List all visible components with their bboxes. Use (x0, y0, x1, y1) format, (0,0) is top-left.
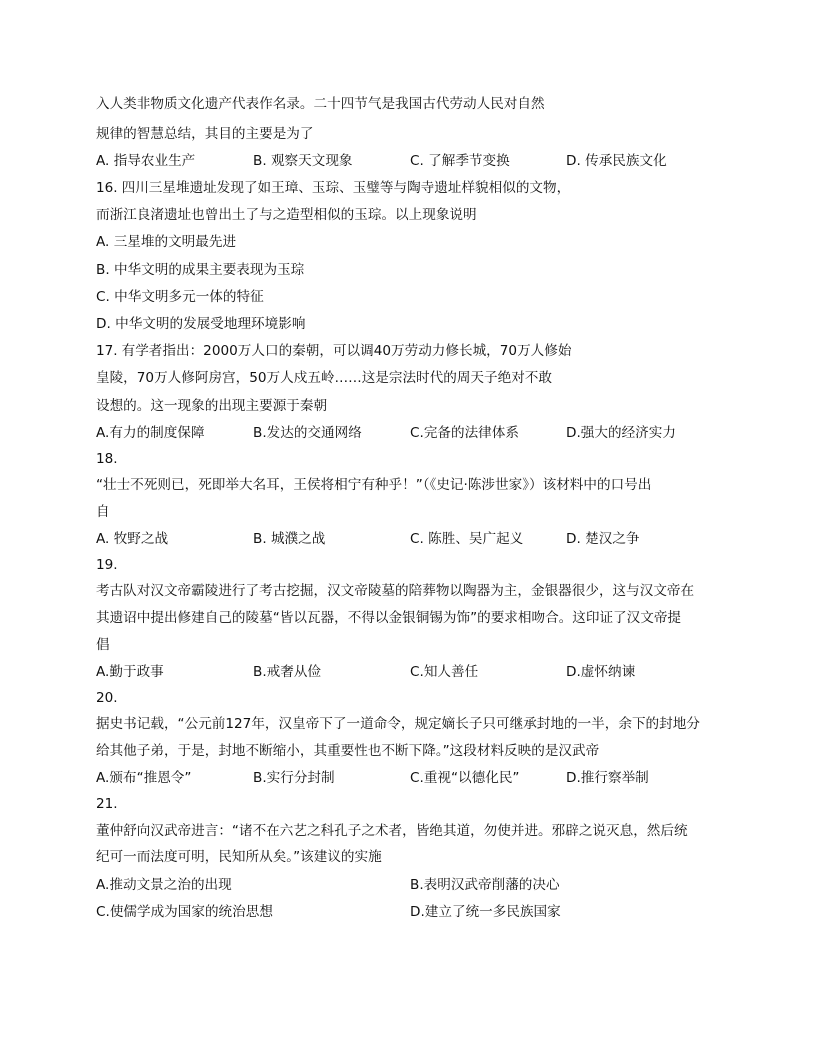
q20-stem-line: 给其他子弟，于是，封地不断缩小，其重要性也不断下降。”这段材料反映的是汉武帝 (96, 743, 600, 759)
q19-stem-line: 其遗诏中提出修建自己的陵墓“皆以瓦器，不得以金银铜锡为饰”的要求相吻合。这印证了汉文帝提 (96, 610, 682, 626)
q21-number: 21. (96, 796, 118, 812)
q17-stem-line (96, 342, 571, 360)
q16-stem-line: 而浙江良渚遗址也曾出土了与之造型相似的玉琮。以上现象说明 (96, 207, 477, 223)
q17-stem-line: 皇陵，70万人修阿房宫，50万人戍五岭……这是宗法时代的周天子绝对不敢 (96, 370, 552, 386)
q16-option-d: D. 中华文明的发展受地理环境影响 (96, 316, 306, 332)
q21-options-row-1 (0, 876, 816, 894)
q17-option-b: B.发达的交通网络 (253, 425, 362, 441)
q16-option-a: A. 三星堆的文明最先进 (96, 234, 237, 250)
q21-option-a: A.推动文景之治的出现 (96, 877, 232, 893)
q20-option-a: A.颁布“推恩令” (96, 770, 192, 786)
q21-stem-line: 董仲舒向汉武帝进言：“诸不在六艺之科孔子之术者，皆绝其道，勿使并进。邪辟之说灭息，然后统 (96, 823, 688, 839)
q17-number: 17. (96, 343, 118, 359)
q21-stem-line: 纪可一而法度可明，民知所从矣。”该建议的实施 (96, 849, 382, 865)
q17-options (0, 424, 816, 442)
q15-option-c: C. 了解季节变换 (410, 153, 510, 169)
q20-option-c: C.重视“以德化民” (410, 770, 520, 786)
q20-option-d: D.推行察举制 (566, 770, 649, 786)
q21-option-c: C.使儒学成为国家的统治思想 (96, 904, 273, 920)
q18-option-a: A. 牧野之战 (96, 531, 169, 547)
q17-option-c: C.完备的法律体系 (410, 425, 519, 441)
q16-number: 16. (96, 180, 118, 196)
q21-option-d: D.建立了统一多民族国家 (410, 904, 561, 920)
q18-stem-line: 自 (96, 504, 110, 520)
q15-options (0, 152, 816, 170)
q17-option-d: D.强大的经济实力 (566, 425, 676, 441)
q16-option-b: B. 中华文明的成果主要表现为玉琮 (96, 262, 305, 278)
q20-option-b: B.实行分封制 (253, 770, 335, 786)
q19-number: 19. (96, 557, 118, 573)
q16-option-c: C. 中华文明多元一体的特征 (96, 289, 264, 305)
q18-option-b: B. 城濮之战 (253, 531, 326, 547)
q19-options (0, 663, 816, 681)
q17-stem-text: 有学者指出：2000万人口的秦朝，可以调40万劳动力修长城，70万人修始 (121, 343, 572, 359)
q15-option-a: A. 指导农业生产 (96, 153, 196, 169)
q19-option-a: A.勤于政事 (96, 664, 164, 680)
q19-option-b: B.戒奢从俭 (253, 664, 322, 680)
q18-option-c: C. 陈胜、吴广起义 (410, 531, 524, 547)
q21-options-row-2 (0, 903, 816, 921)
q15-option-d: D. 传承民族文化 (566, 153, 667, 169)
q17-option-a: A.有力的制度保障 (96, 425, 205, 441)
q19-option-d: D.虚怀纳谏 (566, 664, 636, 680)
q19-stem-line: 倡 (96, 637, 110, 653)
q20-options (0, 769, 816, 787)
q19-stem-line: 考古队对汉文帝霸陵进行了考古挖掘，汉文帝陵墓的陪葬物以陶器为主，金银器很少，这与汉文帝在 (96, 583, 695, 599)
q18-options (0, 530, 816, 548)
q15-stem-line: 规律的智慧总结，其目的主要是为了 (96, 126, 314, 142)
q17-stem-line: 设想的。这一现象的出现主要源于秦朝 (96, 398, 328, 414)
q19-option-c: C.知人善任 (410, 664, 479, 680)
q15-stem-line: 入人类非物质文化遗产代表作名录。二十四节气是我国古代劳动人民对自然 (96, 96, 545, 112)
q18-option-d: D. 楚汉之争 (566, 531, 640, 547)
q16-stem-text: 四川三星堆遗址发现了如王璋、玉琮、玉璧等与陶寺遗址样貌相似的文物， (121, 180, 571, 196)
q16-stem-line (96, 179, 570, 197)
q20-stem-line: 据史书记载，“公元前127年，汉皇帝下了一道命令，规定嫡长子只可继承封地的一半，余下的封地分 (96, 716, 700, 732)
q20-number: 20. (96, 690, 118, 706)
q21-option-b: B.表明汉武帝削藩的决心 (410, 877, 560, 893)
q18-number: 18. (96, 451, 118, 467)
q15-option-b: B. 观察天文现象 (253, 153, 353, 169)
q18-stem-line: “壮士不死则已，死即举大名耳，王侯将相宁有种乎！”（《史记·陈涉世家》）该材料中的口号出 (96, 477, 652, 493)
